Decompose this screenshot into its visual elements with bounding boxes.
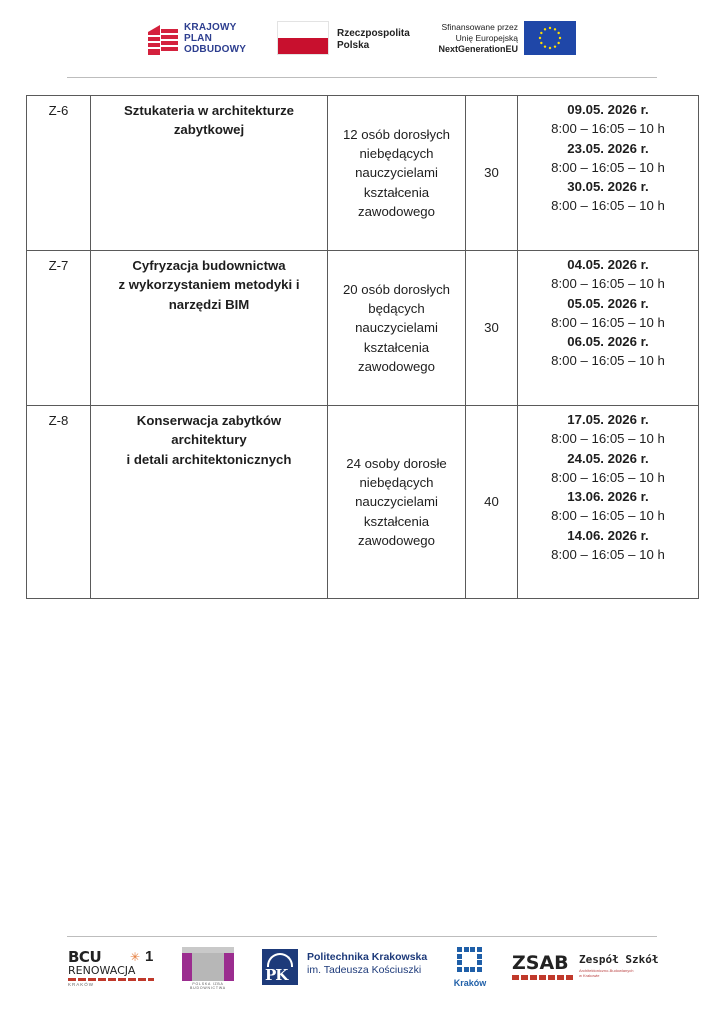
participants-line: kształcenia	[363, 184, 430, 200]
session-time: 8:00 – 16:05 – 10 h	[551, 276, 665, 292]
eu-star-icon	[539, 37, 541, 39]
eu-star-icon	[544, 28, 546, 30]
pk-logo-text	[307, 951, 427, 977]
spark-icon: ✳	[130, 950, 141, 964]
eu-flag-icon	[524, 21, 576, 55]
zsab-logo	[512, 952, 662, 984]
bcu-number: 1	[145, 948, 154, 965]
rp-line-1: Rzeczpospolita	[337, 28, 410, 39]
participants-line: 20 osób dorosłych	[342, 281, 451, 297]
participants-line: nauczycielami	[355, 494, 438, 510]
eu-star-icon	[540, 32, 542, 34]
session-time: 8:00 – 16:05 – 10 h	[551, 431, 665, 447]
session-date: 30.05. 2026 r.	[567, 179, 649, 195]
zsab-sub-line: Architektoniczno-Budowlanych	[579, 968, 634, 973]
header-logos	[0, 18, 724, 62]
session-time: 8:00 – 16:05 – 10 h	[551, 508, 665, 524]
session-time: 8:00 – 16:05 – 10 h	[551, 159, 665, 175]
session-time: 8:00 – 16:05 – 10 h	[551, 314, 665, 330]
session-date: 09.05. 2026 r.	[567, 102, 649, 117]
participants-line: nauczycielami	[355, 320, 438, 336]
participants-line: zawodowego	[358, 532, 435, 548]
table-row	[27, 96, 699, 251]
eu-line-1: Sfinansowane przez	[441, 22, 518, 32]
course-hours: 30	[466, 251, 518, 406]
participants-line: nauczycielami	[355, 165, 438, 181]
course-code: Z-8	[27, 406, 91, 599]
course-title-line: narzędzi BIM	[168, 296, 250, 312]
course-sessions	[518, 251, 699, 406]
eu-line-3: NextGenerationEU	[438, 44, 518, 54]
participants-line: 24 osoby dorosłe	[346, 455, 447, 471]
course-schedule-table	[26, 95, 699, 599]
participants-line: kształcenia	[363, 513, 430, 529]
session-date: 06.05. 2026 r.	[567, 334, 649, 350]
course-title-line: i detali architektonicznych	[126, 451, 292, 467]
rp-line-2: Polska	[337, 39, 370, 51]
course-title	[91, 251, 328, 406]
eu-star-icon	[549, 47, 551, 49]
eu-star-icon	[544, 45, 546, 47]
krakow-label: Kraków	[453, 978, 487, 988]
session-date: 24.05. 2026 r.	[567, 450, 649, 466]
course-participants	[328, 406, 466, 599]
zsab-subtitle	[579, 968, 633, 978]
course-code: Z-7	[27, 251, 91, 406]
eu-star-icon	[554, 28, 556, 30]
bcu-renowacja-logo	[68, 948, 156, 988]
session-date: 05.05. 2026 r.	[567, 295, 649, 311]
kpo-line-1: KRAJOWY	[184, 22, 237, 33]
course-hours: 40	[466, 406, 518, 599]
participants-line: niebędących	[359, 475, 434, 491]
course-title-line: z wykorzystaniem metodyki i	[118, 277, 300, 293]
bcu-renowacja-text: RENOWACJA	[68, 964, 136, 977]
participants-line: kształcenia	[363, 339, 430, 355]
polish-flag-icon	[277, 21, 329, 55]
session-date: 04.05. 2026 r.	[567, 257, 649, 272]
session-date: 14.06. 2026 r.	[567, 527, 649, 543]
zsab-name: Zespół Szkół	[579, 953, 659, 966]
pk-mark: PK	[265, 966, 288, 984]
kpo-logo-text	[184, 22, 246, 56]
participants-line: niebędących	[359, 146, 434, 162]
course-sessions	[518, 96, 699, 251]
pib-caption: POLSKA IZBA BUDOWNICTWA	[190, 982, 226, 990]
bcu-text: BCU	[68, 948, 102, 966]
session-date: 13.06. 2026 r.	[567, 489, 649, 505]
participants-line: zawodowego	[358, 358, 435, 374]
session-time: 8:00 – 16:05 – 10 h	[551, 121, 665, 137]
eu-funding-text	[418, 22, 518, 55]
kpo-line-2: PLAN	[184, 33, 213, 45]
pib-logo	[182, 947, 234, 990]
eu-star-icon	[559, 37, 561, 39]
course-title	[91, 406, 328, 599]
eu-line-2: Unię Europejską	[455, 33, 518, 43]
pk-name: Politechnika Krakowska	[307, 951, 428, 963]
course-hours: 30	[466, 96, 518, 251]
pk-subtitle: im. Tadeusza Kościuszki	[307, 964, 422, 976]
table-row	[27, 406, 699, 599]
kpo-building-icon	[146, 23, 180, 57]
kpo-logo	[146, 21, 258, 59]
pk-emblem-icon	[262, 949, 298, 985]
session-time: 8:00 – 16:05 – 10 h	[551, 469, 665, 485]
session-time: 8:00 – 16:05 – 10 h	[551, 198, 665, 214]
eu-star-icon	[540, 42, 542, 44]
course-title-line: Konserwacja zabytków	[136, 413, 282, 428]
course-code: Z-6	[27, 96, 91, 251]
session-time: 8:00 – 16:05 – 10 h	[551, 353, 665, 369]
zsab-mark: ZSAB	[512, 952, 569, 974]
participants-line: 12 osób dorosłych	[342, 126, 451, 142]
eu-star-icon	[557, 42, 559, 44]
brick-stripe-icon	[512, 975, 574, 980]
footer-divider	[67, 936, 657, 937]
kpo-line-3: ODBUDOWY	[184, 44, 247, 56]
course-title-line: architektury	[171, 432, 247, 448]
session-date: 23.05. 2026 r.	[567, 140, 649, 156]
krakow-logo	[452, 947, 488, 993]
brick-stripe-icon	[68, 978, 154, 981]
footer-logos	[0, 944, 724, 994]
zsab-sub-line: w Krakowie	[579, 973, 600, 978]
session-time: 8:00 – 16:05 – 10 h	[551, 547, 665, 563]
table-row	[27, 251, 699, 406]
bcu-city-text: KRAKÓW	[68, 982, 95, 987]
header-divider	[67, 77, 657, 78]
eu-star-icon	[549, 27, 551, 29]
participants-line: będących	[368, 301, 425, 317]
rp-logo-text	[337, 28, 410, 51]
course-sessions	[518, 406, 699, 599]
course-title: Sztukateria w architekturze zabytkowej	[91, 96, 328, 251]
participants-line: zawodowego	[358, 203, 435, 219]
course-participants	[328, 96, 466, 251]
course-participants	[328, 251, 466, 406]
session-date: 17.05. 2026 r.	[567, 412, 649, 427]
eu-star-icon	[557, 32, 559, 34]
eu-star-icon	[554, 45, 556, 47]
krakow-grid-icon	[457, 947, 482, 972]
course-title-line: Cyfryzacja budownictwa	[132, 258, 286, 273]
